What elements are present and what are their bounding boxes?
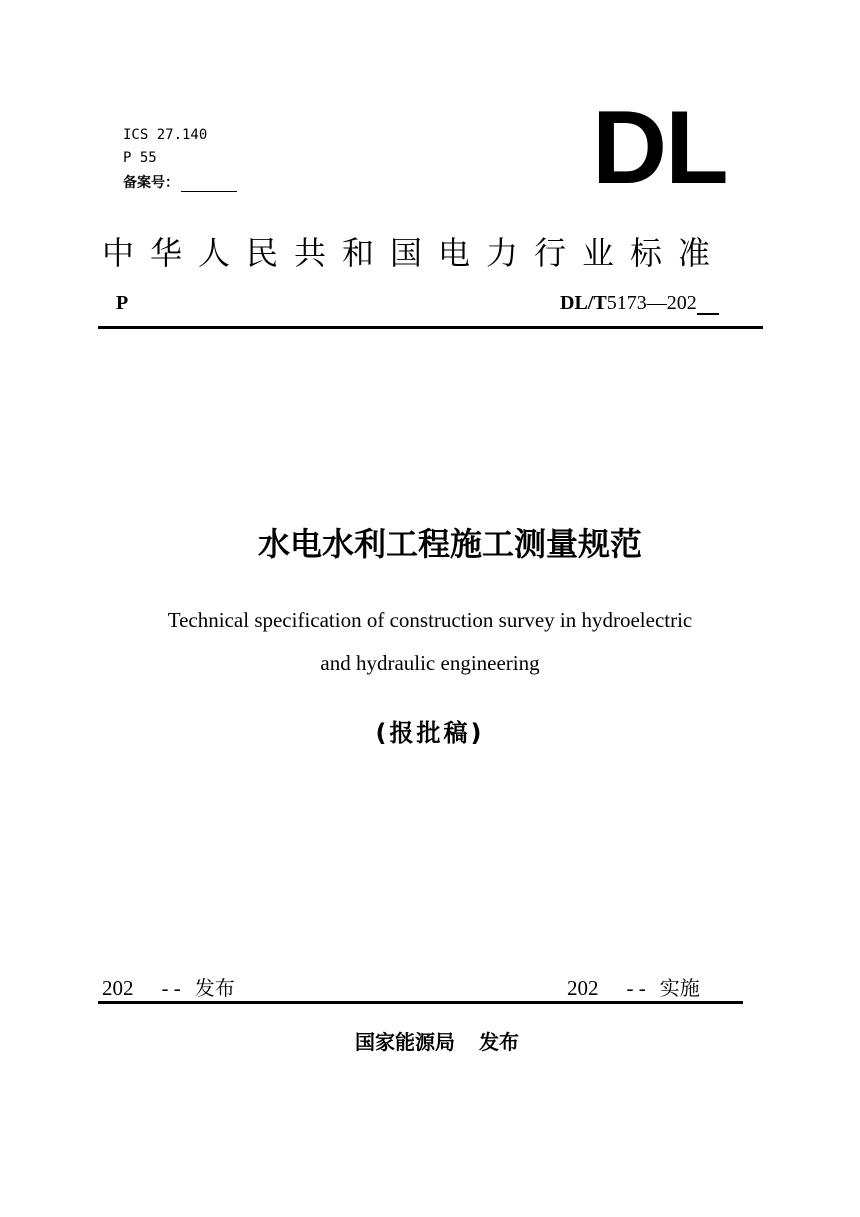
standard-code <box>560 292 719 315</box>
ics-code: ICS 27.140 <box>123 127 208 143</box>
record-number <box>123 172 237 192</box>
draft-status: (报批稿) <box>375 719 485 747</box>
issue-year: 202 <box>102 976 134 1000</box>
issue-label: 发布 <box>194 976 235 1000</box>
document-title-en-line1: Technical specification of construction survey in hydroelectric <box>167 608 693 632</box>
issue-date <box>102 972 235 1001</box>
record-number-blank <box>181 178 237 192</box>
document-title-en-line2: and hydraulic engineering <box>320 651 540 675</box>
industry-standard-title: 中华人民共和国电力行业标准 <box>102 234 727 272</box>
footer-rule <box>98 1001 743 1004</box>
standard-code-blank <box>697 295 719 315</box>
impl-label: 实施 <box>659 976 700 1000</box>
classification-code: P <box>116 292 129 314</box>
dl-logo: DL <box>592 90 727 206</box>
header-rule <box>98 326 763 329</box>
publisher <box>0 1028 860 1056</box>
record-number-label: 备案号： <box>123 175 179 191</box>
standard-code-prefix: DL/T <box>560 292 607 314</box>
implementation-date <box>567 972 700 1001</box>
issue-dashes: - - <box>161 976 181 1000</box>
impl-year: 202 <box>567 976 599 1000</box>
standard-code-number: 5173—202 <box>606 292 697 314</box>
publisher-action: 发布 <box>479 1030 519 1054</box>
publisher-name: 国家能源局 <box>355 1030 455 1054</box>
document-title-cn: 水电水利工程施工测量规范 <box>257 525 642 563</box>
impl-dashes: - - <box>626 976 646 1000</box>
p-code: P 55 <box>123 150 157 166</box>
